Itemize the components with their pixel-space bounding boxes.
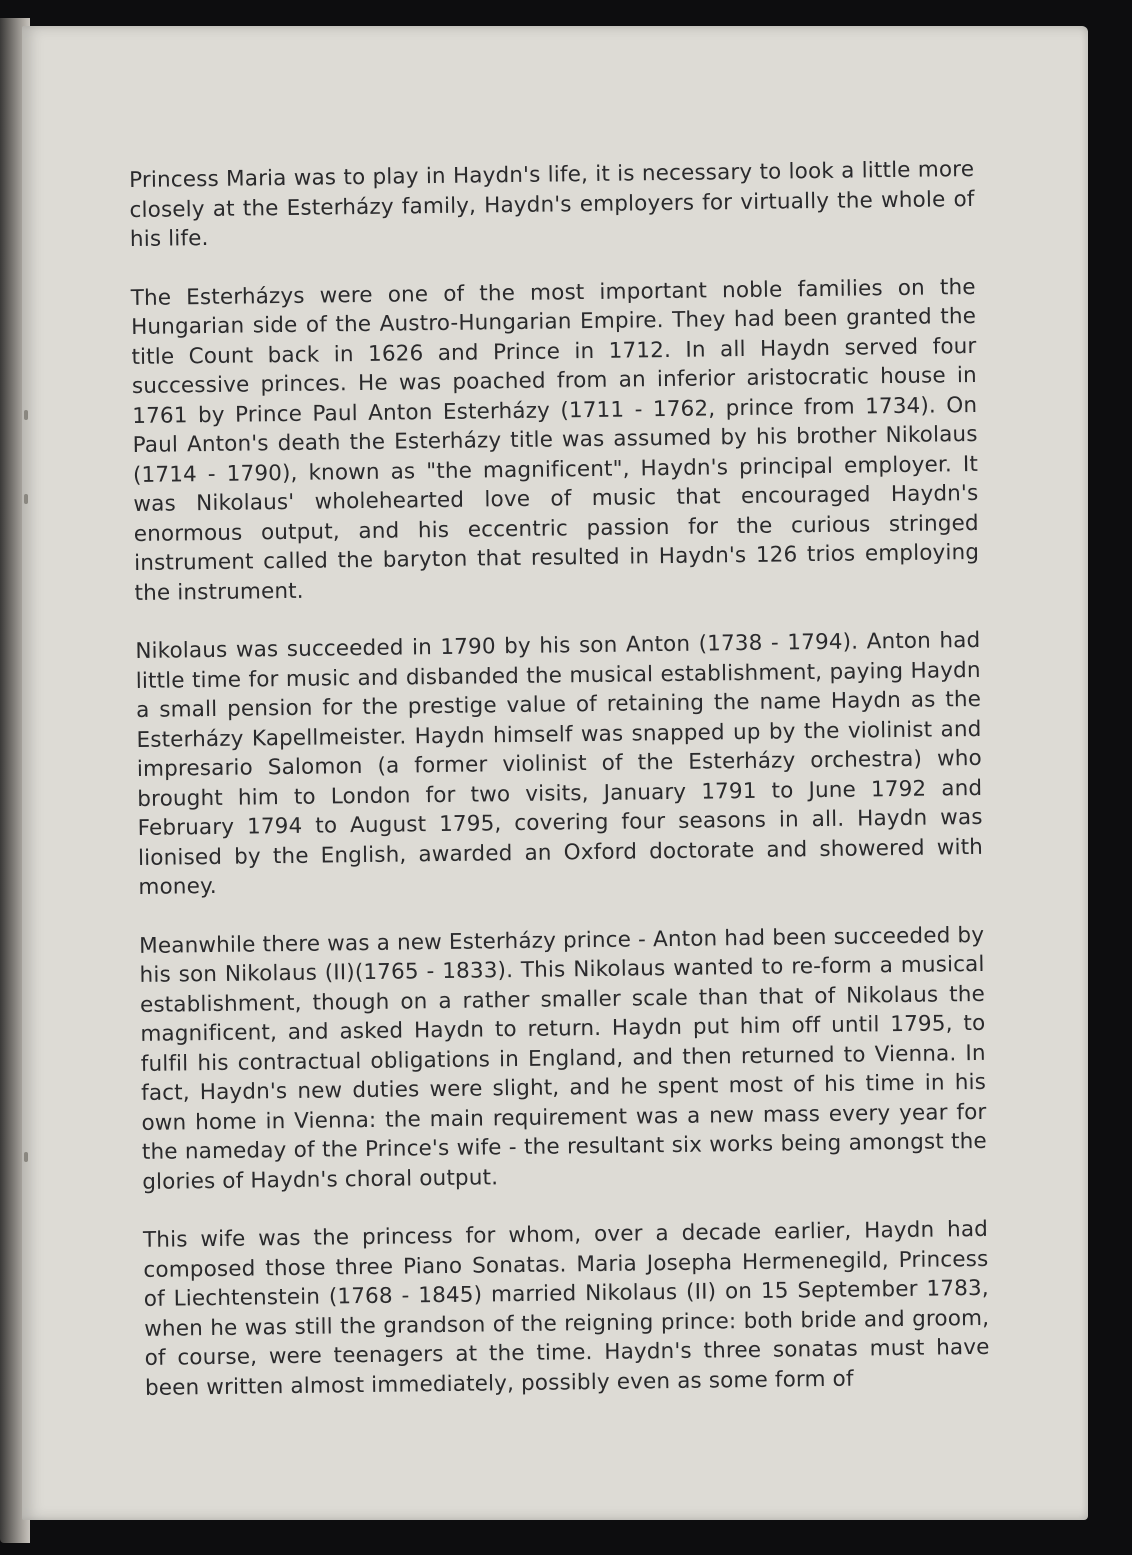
binding-mark (24, 494, 28, 504)
paragraph-esterhazy-intro: Princess Maria was to play in Haydn's life, it is necessary to look a little more closely at the Esterházy family, Haydn's employers for virtually the whole of his life. (129, 156, 975, 252)
paragraph-esterhazy-family: The Esterházys were one of the most important noble families on the Hungarian side of the Austro-Hungarian Empire. They had been granted the title Count back in 1626 and Prince in 1712. In all Haydn served four successive princes. He was poached from an inferior aristocratic house in 1761 by Prince Paul Anton Esterházy (1711 - 1762, prince from 1734). On Paul Anton's death the Esterházy title was assumed by his brother Nikolaus (1714 - 1790), known as "the magnificent", Haydn's principal employer. It was Nikolaus' wholehearted love of music that encouraged Haydn's enormous output, and his eccentric passion for the curious stringed instrument called the baryton that resulted in Haydn's 126 trios employing the instrument. (130, 274, 980, 606)
paragraph-anton-succession: Nikolaus was succeeded in 1790 by his son Anton (1738 - 1794). Anton had little time for music and disbanded the musical establishment, paying Haydn a small pension for the prestige value of retaining the name Haydn as the Esterházy Kapellmeister. Haydn himself was snapped up by the violinist and impresario Salomon (a former violinist of the Esterházy orchestra) who brought him to London for two visits, January 1791 to June 1792 and February 1794 to August 1795, covering four seasons in all. Haydn was lionised by the English, awarded an Oxford doctorate and showered with money. (135, 627, 984, 900)
book-page (22, 26, 1088, 1520)
binding-mark (24, 410, 28, 420)
paragraph-nikolaus-ii: Meanwhile there was a new Esterházy prince - Anton had been succeeded by his son Nikolaus (II)(1765 - 1833). This Nikolaus wanted to re-form a musical establishment, though on a rather smaller scale than that of Nikolaus the magnificent, and asked Haydn to return. Haydn put him off until 1795, to fulfil his contractual obligations in England, and then returned to Vienna. In fact, Haydn's new duties were slight, and he spent most of his time in his own home in Vienna: the main requirement was a new mass every year for the nameday of the Prince's wife - the resultant six works being amongst the glories of Haydn's choral output. (139, 922, 988, 1195)
paragraph-princess-maria: This wife was the princess for whom, over a decade earlier, Haydn had composed those three Piano Sonatas. Maria Josepha Hermenegild, Princess of Liechtenstein (1768 - 1845) married Nikolaus (II) on 15 September 1783, when he was still the grandson of the reigning prince: both bride and groom, of course, were teenagers at the time. Haydn's three sonatas must have been written almost immediately, possibly even as some form of (142, 1216, 990, 1401)
binding-mark (24, 1152, 28, 1162)
body-text (129, 155, 990, 1432)
